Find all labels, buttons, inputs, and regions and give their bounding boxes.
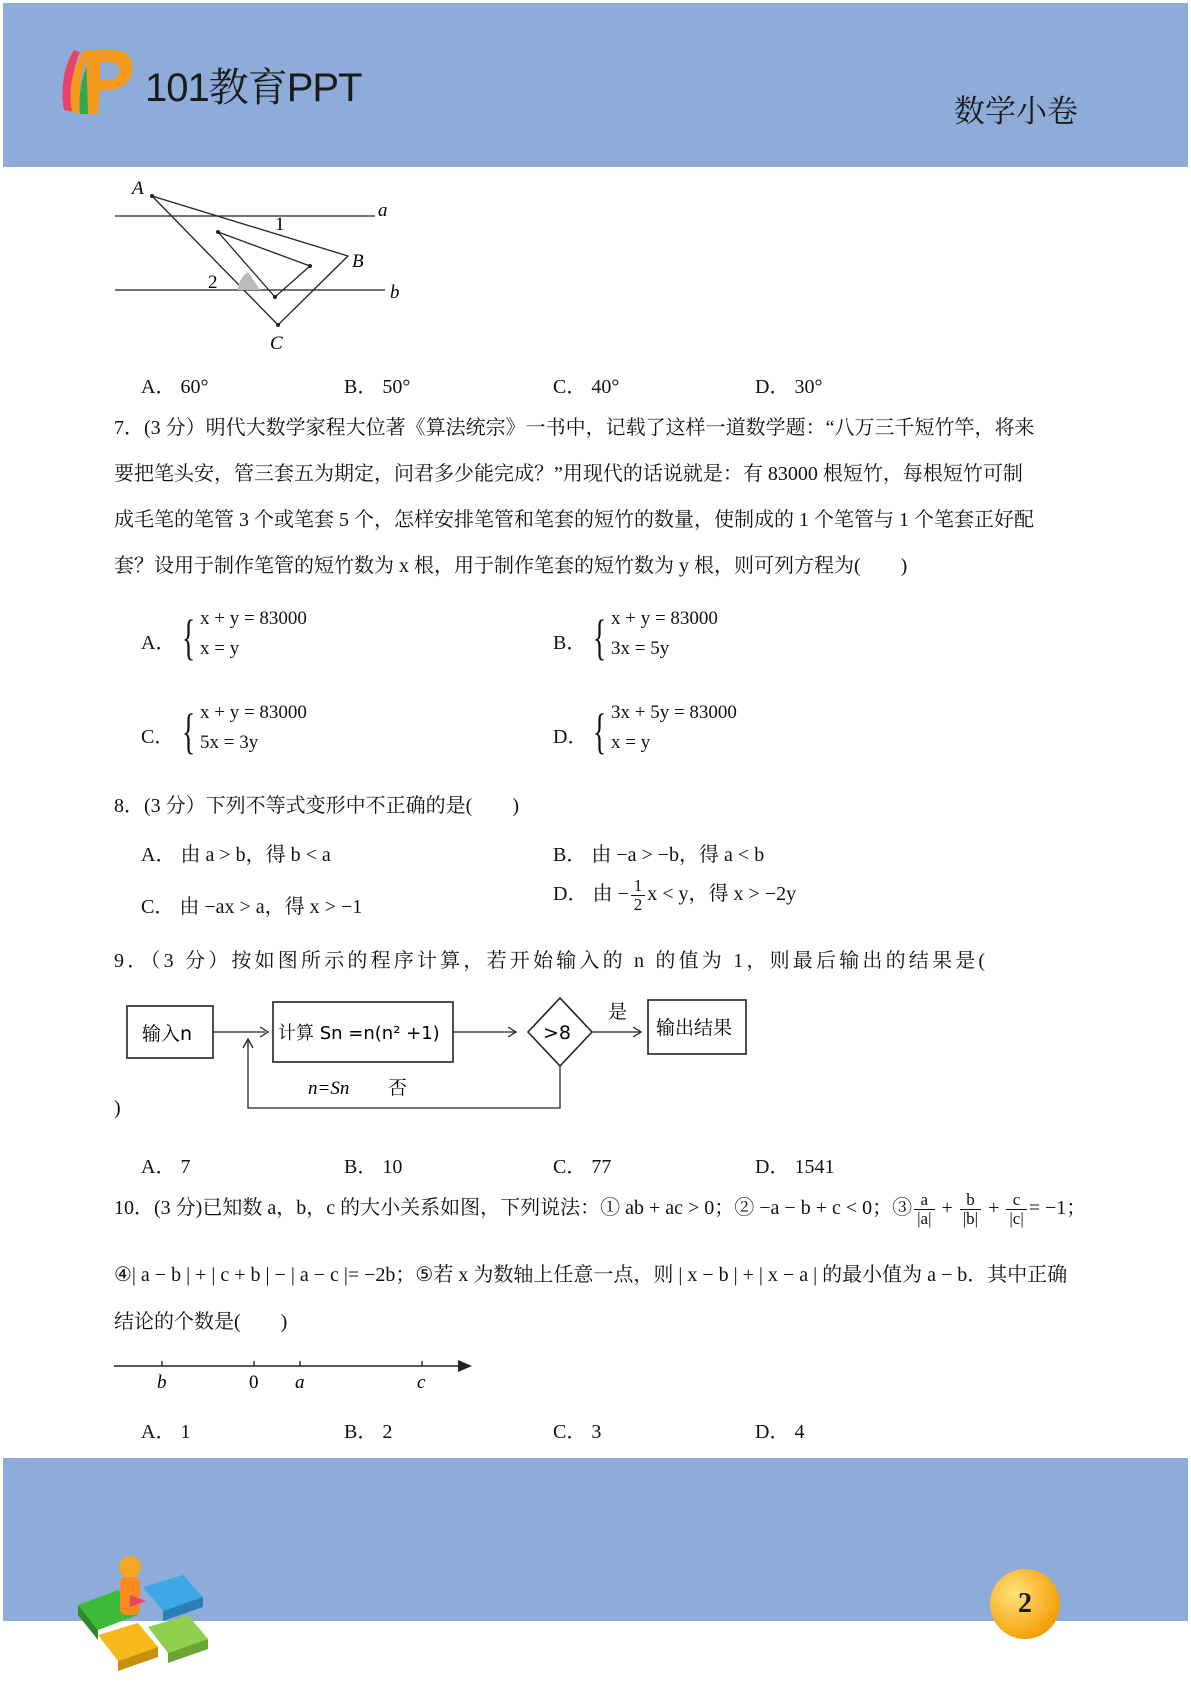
fraction-one-half: $\frac{1}{2}$ bbox=[631, 877, 646, 914]
flow-output-text: 输出结果 bbox=[656, 1017, 733, 1039]
axis-label-b: b bbox=[157, 1372, 167, 1393]
q6-figure bbox=[110, 176, 410, 356]
q6-option-c[interactable]: C． 40° bbox=[553, 376, 620, 398]
mascot-cubes-icon bbox=[68, 1535, 218, 1675]
q9-option-a[interactable]: A． 7 bbox=[141, 1156, 191, 1178]
fraction-a-over-abs-a: $\frac{a}{|a|}$ bbox=[914, 1191, 934, 1228]
label-A: A bbox=[132, 178, 144, 199]
flow-yes-label: 是 bbox=[608, 1001, 628, 1023]
label-B: B bbox=[352, 251, 364, 272]
q9-option-d[interactable]: D． 1541 bbox=[755, 1156, 835, 1178]
axis-label-a: a bbox=[295, 1372, 305, 1393]
angle-2-mark bbox=[238, 272, 260, 290]
label-a: a bbox=[378, 200, 388, 221]
flow-no-label: 否 bbox=[388, 1077, 408, 1099]
q8-option-b[interactable]: B． 由 −a > −b，得 a < b bbox=[553, 844, 765, 866]
q6-option-d[interactable]: D． 30° bbox=[755, 376, 823, 398]
q7-option-c-letter[interactable]: C． bbox=[141, 726, 175, 748]
q8-option-d[interactable]: D． 由 − $\frac{1}{2}$ x < y，得 x > −2y bbox=[553, 876, 797, 914]
q10-number-line bbox=[110, 1348, 480, 1394]
q8-stem: 8．(3 分）下列不等式变形中不正确的是( ) bbox=[114, 795, 519, 817]
flow-input-text: 输入n bbox=[142, 1023, 193, 1045]
q9-option-b[interactable]: B． 10 bbox=[344, 1156, 403, 1178]
flow-loop-text: n=Sn bbox=[308, 1078, 350, 1099]
q8-option-c[interactable]: C． 由 −ax > a，得 x > −1 bbox=[141, 896, 363, 918]
fraction-c-over-abs-c: $\frac{c}{|c|}$ bbox=[1006, 1191, 1026, 1228]
exam-page: A a 1 B 2 b C A． 60° B． 50° C． 40° D． 30° 7．(3 分）明代大数学家程大位著《算法统宗》一书中，记载了这样一道数学题：“八万三千短竹竿，将来 要把笔头安，管三套五为期定，问君多少能完成？”用现代的话说就是：有 83000 根短竹，每根短竹可制 成毛笔的笔管 3 个或笔套 5 个，怎样安排笔管和笔套的短竹的数量，使制成的 1 个笔管与 1 个笔套正好配 套？设用于制作笔管的短竹数为 x 根，用于制作笔套的短竹数为 y 根，则可列方程为( ) A． { x + y = 83000 x = y B． { x + y = 83000 3x = 5y C． { x + y = 83000 5x = 3y D． { 3x + 5y = 83000 x = y 8．(3 分）下列不等式变形中不正确的是( ) A． 由 a > b，得 b < a B． 由 −a > −b，得 a < b C． 由 −ax > a，得 x > −1 D． 由 − $\frac{1}{2}$ x < y，得 x > −2y 9．（3 分）按如图所示的程序计算，若开始输入的 n 的值为 1，则最后输出的结果是( 输入n 计算 Sn =n(n² +1) >8 是 输出结果 n=Sn 否 ) A． 7 B． 10 C． 77 D． 1541 10．(3 分)已知数 a，b，c 的大小关系如图，下列说法：① ab + ac > 0；② −a − b + c < 0；③ $\frac{a}{|a|}$ + $\frac{b}{|b|}$ + $\frac{c}{|c|}$ = −1； ④| a − b | + | c + b | − | a − c |= −2b；⑤若 x 为数轴上任意一点，则 | x − b | + | x − a | 的最小值为 a − b．其中正确 结论的个数是( ) b 0 a c A． 1 B． 2 C． 3 D． 4 bbox=[0, 0, 1191, 1684]
q10-line-2: ④| a − b | + | c + b | − | a − c |= −2b；⑤若 x 为数轴上任意一点，则 | x − b | + | x − a | 的最小值为 a − b．其中正确 bbox=[114, 1264, 1068, 1286]
q10-line-3: 结论的个数是( ) bbox=[114, 1311, 288, 1333]
fraction-b-over-abs-b: $\frac{b}{|b|}$ bbox=[960, 1191, 981, 1228]
label-2: 2 bbox=[208, 272, 218, 293]
q10-line-1: 10．(3 分)已知数 a，b，c 的大小关系如图，下列说法：① ab + ac > 0；② −a − b + c < 0；③ $\frac{a}{|a|}$ + $\frac{b}{|b|}$ + $\frac{c}{|c|}$ = −1； bbox=[114, 1190, 1087, 1228]
q9-stem: 9．（3 分）按如图所示的程序计算，若开始输入的 n 的值为 1，则最后输出的结果是( bbox=[114, 950, 989, 972]
series-title: 数学小卷 bbox=[954, 94, 1078, 129]
flow-compute-text: 计算 Sn =n(n² +1) bbox=[278, 1023, 440, 1044]
q10-option-a[interactable]: A． 1 bbox=[141, 1421, 191, 1443]
q7-option-a-letter[interactable]: A． bbox=[141, 632, 176, 654]
q10-option-b[interactable]: B． 2 bbox=[344, 1421, 393, 1443]
q6-option-b[interactable]: B． 50° bbox=[344, 376, 411, 398]
label-1: 1 bbox=[275, 214, 285, 235]
q10-option-d[interactable]: D． 4 bbox=[755, 1421, 805, 1443]
q10-option-c[interactable]: C． 3 bbox=[553, 1421, 602, 1443]
axis-label-c: c bbox=[417, 1372, 426, 1393]
label-b: b bbox=[390, 282, 400, 303]
q8-option-a[interactable]: A． 由 a > b，得 b < a bbox=[141, 844, 331, 866]
label-C: C bbox=[270, 333, 283, 354]
q9-flowchart bbox=[120, 994, 760, 1114]
q9-option-c[interactable]: C． 77 bbox=[553, 1156, 612, 1178]
q7-option-d-letter[interactable]: D． bbox=[553, 726, 588, 748]
q7-stem: 7．(3 分）明代大数学家程大位著《算法统宗》一书中，记载了这样一道数学题：“八万三千短竹竿，将来 要把笔头安，管三套五为期定，问君多少能完成？”用现代的话说就是：有 83000 根短竹，每根短竹可制 成毛笔的笔管 3 个或笔套 5 个，怎样安排笔管和笔套的短竹的数量，使制成的 1 个笔管与 1 个笔套正好配 套？设用于制作笔管的短竹数为 x 根，用于制作笔套的短竹数为 y 根，则可列方程为( ) bbox=[114, 417, 1035, 577]
page-number-badge: 2 bbox=[990, 1569, 1060, 1639]
q6-option-a[interactable]: A． 60° bbox=[141, 376, 209, 398]
flow-condition-text: >8 bbox=[543, 1022, 572, 1044]
triangle-inner bbox=[218, 232, 310, 297]
brand-name: 101教育PPT bbox=[145, 66, 362, 110]
q9-stem-close: ) bbox=[114, 1097, 121, 1119]
axis-label-0: 0 bbox=[249, 1372, 259, 1393]
q7-option-b-letter[interactable]: B． bbox=[553, 632, 587, 654]
